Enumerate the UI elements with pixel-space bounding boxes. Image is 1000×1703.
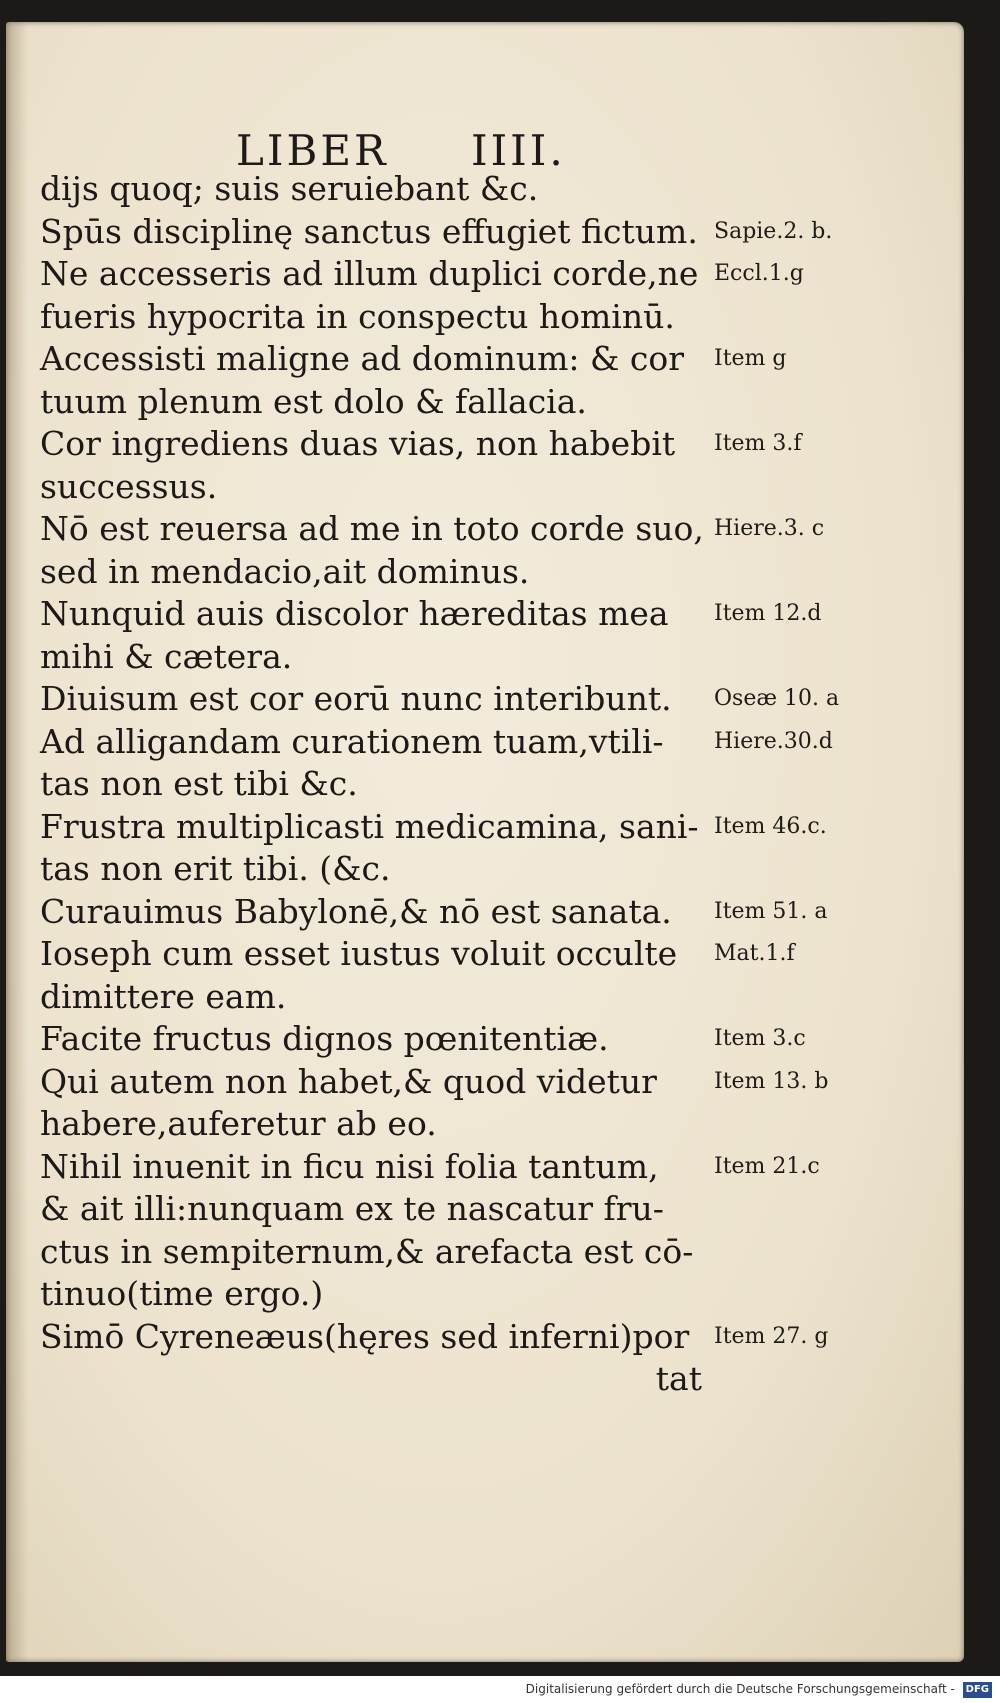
margin-note: Hiere.30.d	[714, 728, 833, 754]
text-line: dijs quoq; suis seruiebant &c.	[40, 169, 539, 208]
header-title: LIBER	[236, 126, 389, 175]
text-line: Ad alligandam curationem tuam,vtili-	[40, 721, 664, 761]
footer-text: Digitalisierung gefördert durch die Deutsche Forschungsgemeinschaft -	[525, 1682, 955, 1696]
margin-note: Item 13. b	[714, 1068, 829, 1094]
dfg-logo: DFG	[963, 1682, 992, 1698]
margin-note: Item 12.d	[714, 601, 822, 626]
text-line: Ioseph cum esset iustus voluit occulte	[40, 934, 678, 973]
text-line: Curauimus Babylonē,& nō est sanata.	[40, 891, 672, 931]
margin-note: Item 3.f	[714, 431, 802, 456]
text-line: mihi & cætera.	[40, 636, 293, 676]
margin-note: Mat.1.f	[714, 941, 795, 966]
margin-note: Eccl.1.g	[714, 261, 804, 286]
digitization-footer	[0, 1676, 1000, 1703]
text-line: Qui autem non habet,& quod videtur	[40, 1061, 657, 1101]
text-line: Nihil inuenit in ficu nisi folia tantum,	[40, 1146, 659, 1186]
margin-note: Item 27. g	[714, 1323, 829, 1349]
text-line: dimittere eam.	[40, 976, 287, 1016]
margin-note: Item 46.c.	[714, 813, 827, 839]
margin-note: Hiere.3. c	[714, 516, 825, 541]
text-line: ctus in sempiternum,& arefacta est cō-	[40, 1231, 694, 1271]
text-line: Spūs disciplinę sanctus effugiet fictum.	[40, 211, 698, 251]
main-text-block	[40, 168, 720, 1401]
page-gutter-shadow	[6, 22, 28, 1662]
text-line: tas non est tibi &c.	[40, 764, 358, 803]
text-line: sed in mendacio,ait dominus.	[40, 551, 530, 591]
text-line: Accessisti maligne ad dominum: & cor	[40, 339, 684, 378]
text-line: Cor ingrediens duas vias, non habebit	[40, 424, 676, 463]
header-book-number: IIII.	[471, 126, 566, 175]
text-line: Simō Cyreneæus(hęres sed inferni)por	[40, 1316, 690, 1356]
text-line: tas non erit tibi. (&c.	[40, 849, 391, 888]
text-line: Facite fructus dignos pœnitentiæ.	[40, 1019, 609, 1058]
text-line: & ait illi:nunquam ex te nascatur fru-	[40, 1189, 664, 1228]
text-line: Nō est reuersa ad me in toto corde suo,	[40, 509, 704, 548]
margin-note: Item g	[714, 346, 787, 371]
text-line: tuum plenum est dolo & fallacia.	[40, 381, 587, 421]
text-line: successus.	[40, 466, 218, 506]
margin-note: Item 3.c	[714, 1026, 806, 1051]
text-line: Diuisum est cor eorū nunc interibunt.	[40, 679, 672, 718]
margin-note: Item 21.c	[714, 1153, 820, 1179]
book-page	[6, 22, 964, 1662]
text-line: Frustra multiplicasti medicamina, sani-	[40, 806, 699, 846]
margin-note: Oseæ 10. a	[714, 686, 840, 711]
catchword: tat	[655, 1359, 702, 1398]
margin-note: Item 51. a	[714, 898, 828, 924]
text-line: Ne accesseris ad illum duplici corde,ne	[40, 254, 699, 293]
margin-note: Sapie.2. b.	[714, 218, 833, 244]
text-line: fueris hypocrita in conspectu hominū.	[40, 296, 675, 336]
text-line: Nunquid auis discolor hæreditas mea	[40, 594, 669, 633]
text-line: habere,auferetur ab eo.	[40, 1104, 437, 1143]
text-line: tinuo(time ergo.)	[40, 1274, 324, 1313]
